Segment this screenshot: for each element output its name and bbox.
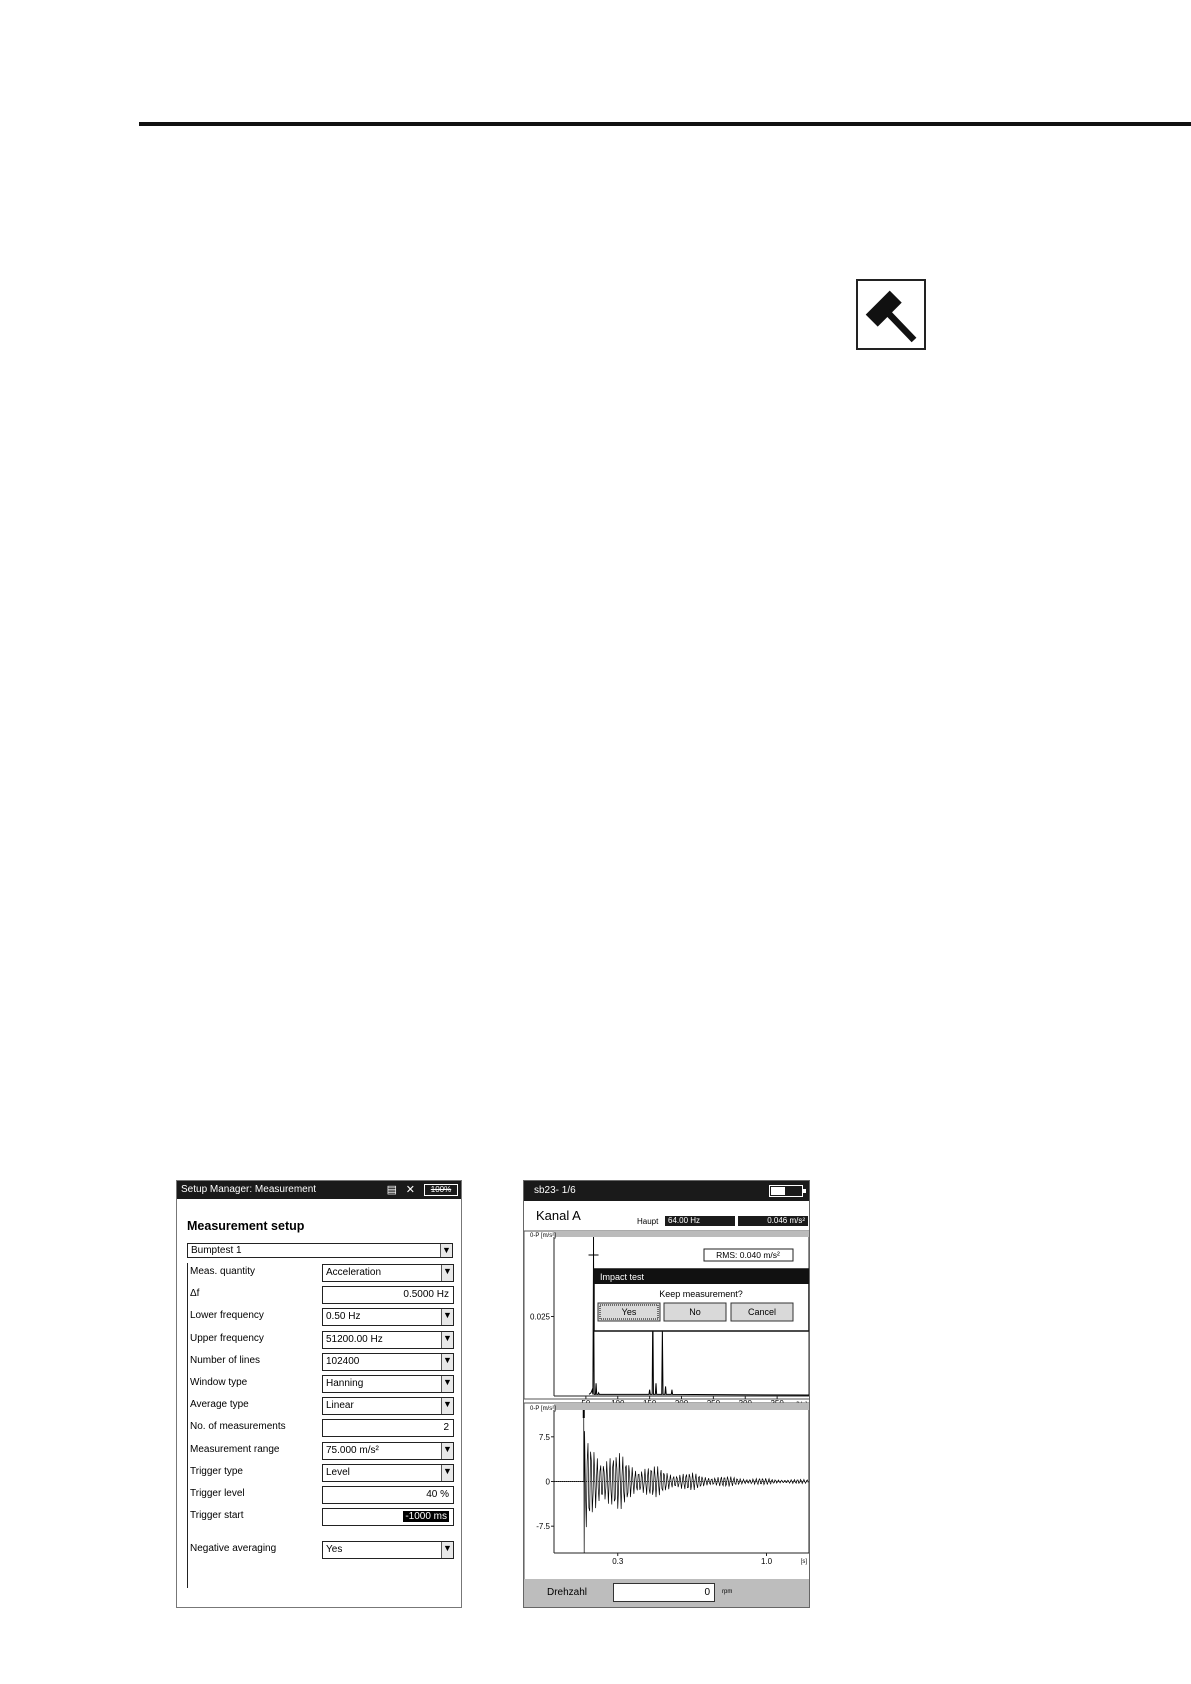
- setting-dropdown[interactable]: [322, 1375, 454, 1393]
- setting-row: [188, 1540, 454, 1560]
- setting-row: [188, 1352, 454, 1372]
- setting-value: 75.000 m/s²: [326, 1444, 379, 1456]
- setting-row: [188, 1485, 454, 1505]
- chevron-down-icon[interactable]: ▼: [440, 1244, 452, 1257]
- template-select[interactable]: [187, 1243, 453, 1258]
- time-x-tick-label: 1.0: [760, 1557, 773, 1566]
- settings-table: [187, 1263, 453, 1588]
- rms-label: RMS: 0.040 m/s²: [716, 1250, 780, 1260]
- setting-dropdown[interactable]: [322, 1264, 454, 1282]
- chevron-down-icon[interactable]: ▼: [441, 1542, 453, 1558]
- spectrum-header-bar: [554, 1231, 809, 1237]
- setting-label: Trigger level: [190, 1488, 245, 1499]
- battery-indicator: 100%: [424, 1184, 458, 1196]
- chevron-down-icon[interactable]: ▼: [441, 1332, 453, 1348]
- setting-label: Window type: [190, 1377, 248, 1388]
- setting-label: Trigger type: [190, 1465, 243, 1477]
- page-title: Measurement setup: [187, 1219, 305, 1233]
- chevron-down-icon[interactable]: ▼: [441, 1376, 453, 1392]
- setting-label: Upper frequency: [190, 1332, 264, 1344]
- setting-value: 51200.00 Hz: [326, 1333, 383, 1345]
- chevron-down-icon[interactable]: ▼: [441, 1265, 453, 1281]
- setting-label: Trigger start: [190, 1510, 244, 1522]
- window-title: sb23- 1/6: [534, 1185, 576, 1196]
- setting-input[interactable]: 40 %: [322, 1486, 454, 1504]
- haupt-amplitude: 0.046 m/s²: [738, 1216, 808, 1226]
- impact-test-screen: [523, 1180, 810, 1608]
- header-rule: [139, 122, 1191, 126]
- time-y-tick-label: 0: [545, 1477, 550, 1487]
- setup-manager-screen: [176, 1180, 462, 1608]
- setting-value: 0.50 Hz: [326, 1311, 361, 1323]
- setting-row: [188, 1374, 454, 1394]
- setting-dropdown[interactable]: [322, 1308, 454, 1326]
- setting-dropdown[interactable]: [322, 1397, 454, 1415]
- setting-row: [188, 1441, 454, 1461]
- setting-dropdown[interactable]: [322, 1353, 454, 1371]
- setting-row: [188, 1285, 454, 1305]
- setting-value: Yes: [326, 1544, 343, 1555]
- setting-dropdown[interactable]: [322, 1442, 454, 1460]
- setting-row: [188, 1263, 454, 1283]
- impact-dialog-question: Keep measurement?: [659, 1289, 743, 1299]
- setting-label: Number of lines: [190, 1354, 261, 1366]
- setting-row: [188, 1396, 454, 1416]
- rpm-unit: rpm: [722, 1589, 733, 1595]
- hammer-icon: [856, 279, 926, 350]
- time-y-label: 0-P [m/s²]: [530, 1406, 556, 1412]
- sensor-icon: ✕: [405, 1184, 415, 1196]
- time-x-tick-label: 0.3: [612, 1557, 624, 1566]
- chevron-down-icon[interactable]: ▼: [441, 1309, 453, 1325]
- rpm-input[interactable]: 0: [613, 1583, 715, 1602]
- setting-label: Average type: [190, 1399, 249, 1411]
- setting-row: [188, 1463, 454, 1483]
- setting-label: Meas. quantity: [190, 1266, 256, 1277]
- setting-row: [188, 1307, 454, 1327]
- setting-row: [188, 1330, 454, 1350]
- setting-value: -1000 ms: [405, 1511, 447, 1523]
- rpm-bar: [524, 1579, 809, 1607]
- spectrum-y-tick-label: 0.025: [529, 1312, 550, 1322]
- time-y-tick-label: -7.5: [536, 1522, 550, 1532]
- setting-value: Acceleration: [326, 1267, 382, 1278]
- chevron-down-icon[interactable]: ▼: [441, 1465, 453, 1481]
- setting-label: Lower frequency: [190, 1310, 264, 1322]
- chevron-down-icon[interactable]: ▼: [441, 1354, 453, 1370]
- setting-dropdown[interactable]: [322, 1541, 454, 1559]
- chevron-down-icon[interactable]: ▼: [441, 1398, 453, 1414]
- channel-label: Kanal A: [536, 1208, 581, 1223]
- setting-value: Level: [326, 1466, 350, 1478]
- setting-label: No. of measurements: [190, 1421, 286, 1433]
- setting-input[interactable]: 2: [322, 1419, 454, 1437]
- time-y-tick-label: 7.5: [538, 1432, 550, 1442]
- setting-label: Negative averaging: [190, 1543, 277, 1554]
- time-x-unit: [s]: [800, 1559, 807, 1565]
- setting-value: 102400: [326, 1355, 360, 1367]
- setting-dropdown[interactable]: [322, 1464, 454, 1482]
- memory-icon: ▤: [386, 1184, 397, 1196]
- cancel-button-label[interactable]: Cancel: [747, 1307, 777, 1317]
- time-header-bar: [554, 1403, 809, 1410]
- setting-dropdown[interactable]: [322, 1331, 454, 1349]
- title-bar: [177, 1181, 461, 1199]
- setting-label: Measurement range: [190, 1443, 280, 1455]
- setting-input[interactable]: 0.5000 Hz: [322, 1286, 454, 1304]
- charts-area: [524, 1181, 810, 1608]
- rpm-label: Drehzahl: [547, 1587, 588, 1598]
- setting-input[interactable]: [322, 1508, 454, 1526]
- setting-value: Linear: [326, 1400, 354, 1412]
- setting-row: [188, 1507, 454, 1527]
- setting-row: [188, 1418, 454, 1438]
- setting-value: Hanning: [326, 1378, 364, 1389]
- template-value: Bumptest 1: [191, 1245, 242, 1256]
- yes-button-label[interactable]: Yes: [621, 1307, 637, 1317]
- no-button-label[interactable]: No: [689, 1307, 701, 1317]
- haupt-frequency: 64.00 Hz: [665, 1216, 735, 1226]
- window-title: Setup Manager: Measurement: [181, 1184, 317, 1195]
- chevron-down-icon[interactable]: ▼: [441, 1443, 453, 1459]
- time-series-line: [554, 1413, 808, 1553]
- setting-label: Δf: [190, 1288, 200, 1300]
- impact-dialog-title: Impact test: [600, 1272, 645, 1282]
- haupt-label: Haupt: [637, 1217, 659, 1226]
- spectrum-y-label: 0-P [m/s²]: [530, 1233, 556, 1239]
- time-frame: [524, 1403, 810, 1581]
